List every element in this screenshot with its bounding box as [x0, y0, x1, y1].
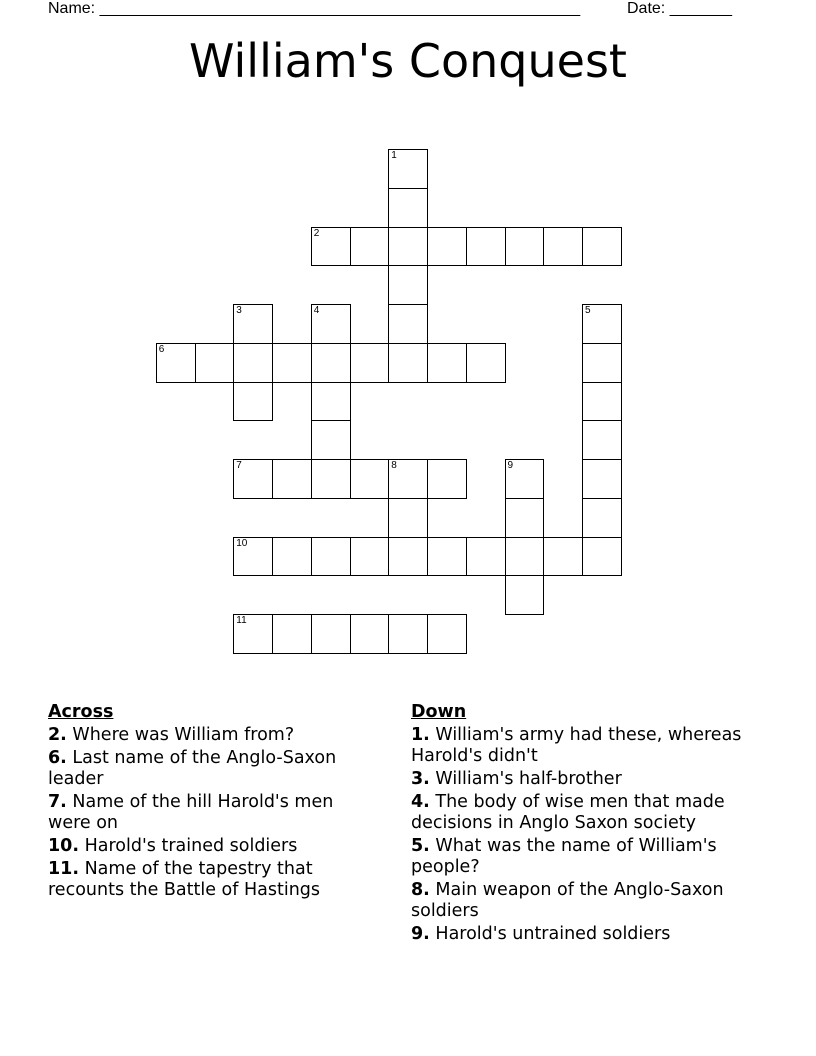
clue-text: William's army had these, whereas Harold's didn't: [411, 725, 742, 766]
cell-number: 9: [507, 460, 514, 471]
cell-number: 3: [236, 305, 242, 316]
crossword-cell[interactable]: [388, 304, 428, 344]
crossword-cell[interactable]: [156, 343, 196, 383]
crossword-cell[interactable]: [427, 614, 467, 654]
clue-text: Where was William from?: [72, 725, 295, 745]
crossword-cell[interactable]: [505, 537, 545, 577]
crossword-cell[interactable]: [350, 459, 390, 499]
clue-number: 8.: [411, 880, 430, 900]
clue-text: Name of the hill Harold's men were on: [48, 792, 334, 833]
crossword-cell[interactable]: [311, 227, 351, 267]
cell-number: 7: [236, 460, 242, 471]
crossword-cell[interactable]: [272, 614, 312, 654]
clue-number: 11.: [48, 859, 80, 879]
clue-number: 7.: [48, 792, 67, 812]
crossword-cell[interactable]: [388, 459, 428, 499]
crossword-cell[interactable]: [311, 304, 351, 344]
clue-number: 6.: [48, 748, 67, 768]
clue-number: 3.: [411, 769, 430, 789]
crossword-cell[interactable]: [466, 343, 506, 383]
crossword-cell[interactable]: [233, 537, 273, 577]
crossword-cell[interactable]: [582, 304, 622, 344]
clue-item: [411, 792, 751, 834]
clue-item: [411, 769, 751, 790]
clue-item: [48, 792, 368, 834]
down-clues: [411, 702, 751, 947]
crossword-cell[interactable]: [388, 537, 428, 577]
down-heading: Down: [411, 702, 467, 722]
crossword-cell[interactable]: [582, 343, 622, 383]
clue-item: [48, 836, 368, 857]
clue-text: The body of wise men that made decisions in Anglo Saxon society: [411, 792, 725, 833]
crossword-cell[interactable]: [505, 498, 545, 538]
clue-item: [48, 748, 368, 790]
crossword-cell[interactable]: [427, 227, 467, 267]
page-title: William's Conquest: [189, 34, 627, 88]
crossword-cell[interactable]: [272, 459, 312, 499]
crossword-cell[interactable]: [427, 459, 467, 499]
cell-number: 1: [391, 150, 397, 161]
clue-text: William's half-brother: [435, 769, 622, 789]
name-field-label: Name: ______________________________________________________: [48, 0, 581, 17]
crossword-cell[interactable]: [582, 498, 622, 538]
clue-item: [411, 836, 751, 878]
crossword-cell[interactable]: [505, 575, 545, 615]
clue-number: 9.: [411, 924, 430, 944]
cell-number: 10: [236, 537, 248, 549]
clue-text: Name of the tapestry that recounts the Battle of Hastings: [48, 859, 321, 900]
clue-number: 2.: [48, 725, 67, 745]
clue-item: [411, 924, 751, 945]
clue-number: 10.: [48, 836, 80, 856]
crossword-cell[interactable]: [350, 227, 390, 267]
crossword-cell[interactable]: [233, 382, 273, 422]
cell-number: 4: [313, 305, 320, 316]
crossword-cell[interactable]: [582, 382, 622, 422]
clue-number: 5.: [411, 836, 430, 856]
crossword-cell[interactable]: [233, 459, 273, 499]
crossword-cell[interactable]: [505, 227, 545, 267]
cell-number: 5: [585, 305, 591, 316]
crossword-cell[interactable]: [466, 537, 506, 577]
crossword-cell[interactable]: [505, 459, 545, 499]
crossword-cell[interactable]: [350, 537, 390, 577]
clue-text: What was the name of William's people?: [411, 836, 717, 877]
clue-item: [411, 725, 751, 767]
crossword-cell[interactable]: [543, 537, 583, 577]
crossword-cell[interactable]: [233, 614, 273, 654]
date-field-label: Date: _______: [627, 0, 732, 17]
across-heading: Across: [48, 702, 114, 722]
crossword-cell[interactable]: [427, 343, 467, 383]
crossword-cell[interactable]: [582, 459, 622, 499]
crossword-cell[interactable]: [311, 343, 351, 383]
clue-item: [411, 880, 751, 922]
clue-item: [48, 725, 368, 746]
crossword-cell[interactable]: [272, 343, 312, 383]
crossword-cell[interactable]: [582, 227, 622, 267]
crossword-cell[interactable]: [311, 614, 351, 654]
crossword-cell[interactable]: [350, 343, 390, 383]
crossword-cell[interactable]: [388, 343, 428, 383]
crossword-cell[interactable]: [311, 459, 351, 499]
clue-item: [48, 859, 368, 901]
crossword-cell[interactable]: [350, 614, 390, 654]
crossword-cell[interactable]: [311, 420, 351, 460]
across-clues: [48, 702, 368, 903]
cell-number: 6: [158, 343, 165, 355]
cell-number: 8: [391, 460, 397, 471]
crossword-cell[interactable]: [388, 265, 428, 305]
crossword-cell[interactable]: [388, 149, 428, 189]
crossword-cell[interactable]: [311, 537, 351, 577]
crossword-cell[interactable]: [582, 420, 622, 460]
crossword-cell[interactable]: [427, 537, 467, 577]
crossword-cell[interactable]: [195, 343, 235, 383]
clue-number: 1.: [411, 725, 430, 745]
crossword-cell[interactable]: [388, 498, 428, 538]
cell-number: 11: [236, 615, 247, 626]
clue-text: Main weapon of the Anglo-Saxon soldiers: [411, 880, 724, 921]
cell-number: 2: [313, 227, 320, 239]
clue-text: Harold's trained soldiers: [84, 836, 298, 856]
crossword-cell[interactable]: [388, 614, 428, 654]
crossword-cell[interactable]: [388, 188, 428, 228]
crossword-cell[interactable]: [582, 537, 622, 577]
crossword-cell[interactable]: [233, 343, 273, 383]
clue-text: Last name of the Anglo-Saxon leader: [48, 748, 337, 789]
crossword-cell[interactable]: [233, 304, 273, 344]
crossword-cell[interactable]: [388, 227, 428, 267]
clue-text: Harold's untrained soldiers: [435, 924, 671, 944]
crossword-cell[interactable]: [272, 537, 312, 577]
clue-number: 4.: [411, 792, 430, 812]
crossword-cell[interactable]: [466, 227, 506, 267]
crossword-cell[interactable]: [543, 227, 583, 267]
crossword-cell[interactable]: [311, 382, 351, 422]
